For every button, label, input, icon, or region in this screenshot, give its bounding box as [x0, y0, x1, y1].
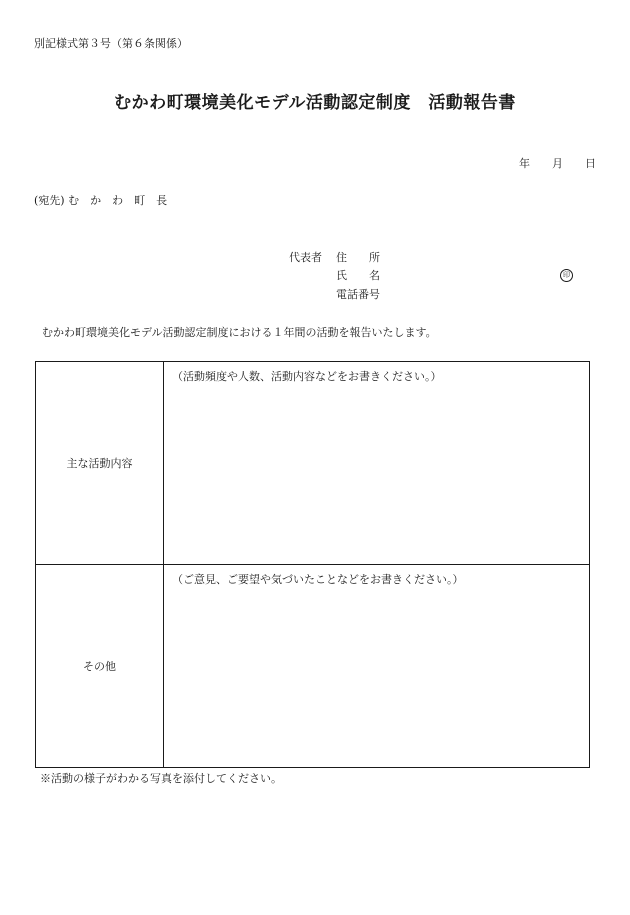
address-label: 住 所	[336, 251, 380, 264]
main-activity-field[interactable]	[164, 362, 589, 564]
representative-label: 代表者	[289, 251, 322, 264]
other-row	[36, 565, 589, 767]
other-field[interactable]	[164, 565, 589, 767]
seal-mark: 印	[560, 269, 573, 282]
document-title: むかわ町環境美化モデル活動認定制度 活動報告書	[114, 93, 516, 113]
photo-note: ※活動の様子がわかる写真を添付してください。	[40, 772, 282, 785]
main-activity-hint: （活動頻度や人数、活動内容などをお書きください。）	[172, 370, 442, 383]
phone-label: 電話番号	[336, 288, 380, 301]
report-sentence: むかわ町環境美化モデル活動認定制度における１年間の活動を報告いたします。	[42, 326, 437, 339]
main-activity-row	[36, 362, 589, 565]
other-label: その他	[36, 565, 164, 767]
addressee: (宛先) む か わ 町 長	[34, 194, 168, 207]
report-table	[35, 361, 590, 768]
date-line	[519, 158, 596, 169]
other-hint: （ご意見、ご要望や気づいたことなどをお書きください。）	[172, 573, 464, 586]
main-activity-label: 主な活動内容	[36, 362, 164, 564]
date-month-label: 月	[552, 157, 563, 170]
name-label: 氏 名	[336, 269, 380, 282]
form-number: 別記様式第３号（第６条関係）	[34, 37, 188, 50]
date-year-label: 年	[519, 157, 530, 170]
date-day-label: 日	[585, 157, 596, 170]
